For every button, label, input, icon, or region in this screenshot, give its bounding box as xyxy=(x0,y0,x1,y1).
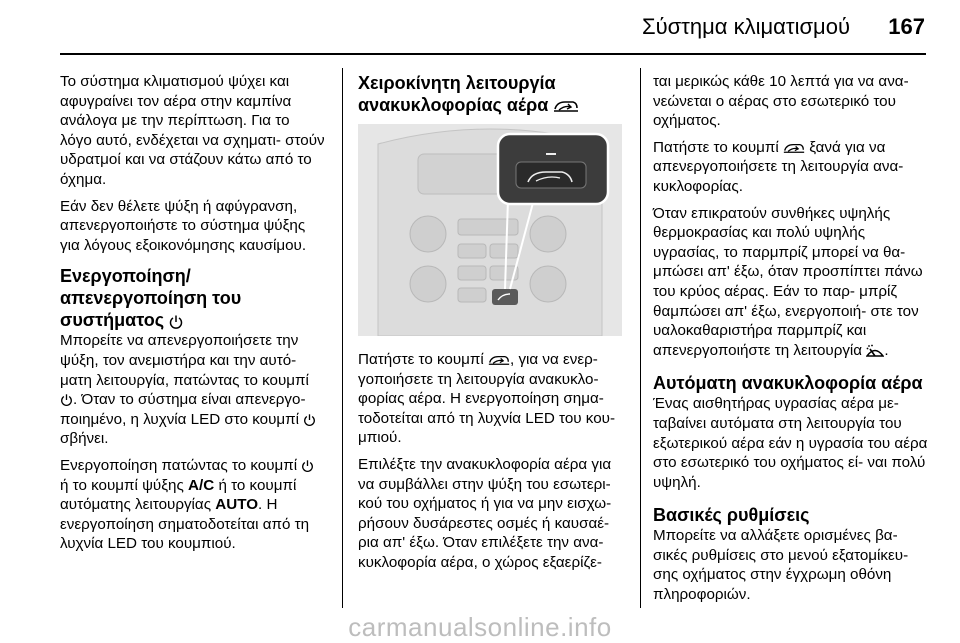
recirculation-icon xyxy=(488,354,510,366)
paragraph: Μπορείτε να απενεργοποιήσετε την ψύξη, τον ανεμιστήρα και την αυτό- ματη λειτουργία, πατώντας το κουμπί . Όταν το σύστημα είναι απενεργο- ποιημένο, η λυχνία LED στο κουμπί σβήνει. xyxy=(60,331,325,449)
paragraph: Ένας αισθητήρας υγρασίας αέρα με- ταβαίνει αυτόματα στη λειτουργία του εξωτερικού αέρα εάν η υγρασία του αέρα στο εσωτερικό του οχήματος εί- ναι πολύ υψηλή. xyxy=(653,395,928,491)
wiper-icon xyxy=(866,344,884,358)
power-icon xyxy=(60,393,73,407)
paragraph: Όταν επικρατούν συνθήκες υψηλής θερμοκρασίας και πολύ υψηλής υγρασίας, το παρμπρίζ μπορεί να θα- μπώσει απ' έξω, όταν προσπίπτει πάνω του κρύος αέρας. Εάν το παρ- μπρίζ θαμπώσει απ' έξω, ενεργοποιή- στε τον υαλοκαθαριστήρα παρμπρίζ και απενεργοποιήστε τη λειτουργία . xyxy=(653,204,923,359)
page-number: 167 xyxy=(888,14,925,39)
paragraph: Πατήστε το κουμπί , για να ενερ- γοποιήσετε τη λειτουργία ανακυκλο- φορίας αέρα. Η ενεργοποίηση σημα- τοδοτείται από τη λυχνία LED του κου- μπιού. xyxy=(358,351,616,447)
paragraph: ται μερικώς κάθε 10 λεπτά για να ανα- νεώνεται ο αέρας στο εσωτερικό του οχήματος. xyxy=(653,73,909,130)
paragraph: Μπορείτε να αλλάξετε ορισμένες βα- σικές ρυθμίσεις στο μενού εξατομίκευ- σης οχήματος στην έγχρωμη οθόνη πληροφοριών. xyxy=(653,527,909,604)
column-divider xyxy=(342,68,343,608)
section-heading: Χειροκίνητη λειτουργία ανακυκλοφορίας αέρα xyxy=(358,72,624,116)
paragraph: Ενεργοποίηση πατώντας το κουμπί ή το κουμπί ψύξης A/C ή το κουμπί αυτόματης λειτουργίας AUTO. Η ενεργοποίηση σηματοδοτείται από τη λυχνία LED του κουμπιού. xyxy=(60,456,325,554)
control-panel-illustration xyxy=(358,124,622,336)
paragraph: Επιλέξτε την ανακυκλοφορία αέρα για να συμβάλλει στην ψύξη του εσωτερι- κού του οχήματος ή για να μην εισχω- ρήσουν δυσάρεστες οσμές ή καυσαέ- ρια απ' έξω. Όταν επιλέξετε την ανα- κυκλοφορία αέρα, ο χώρος εξαερίζε- xyxy=(358,455,612,571)
section-heading: Ενεργοποίηση/ απενεργοποίηση του συστήματος xyxy=(60,266,242,331)
power-icon xyxy=(169,314,183,330)
section-heading: Αυτόματη ανακυκλοφορία αέρα xyxy=(653,373,923,394)
power-icon xyxy=(303,413,316,427)
paragraph: Εάν δεν θέλετε ψύξη ή αφύγρανση, απενεργοποιήστε το σύστημα ψύξης για λόγους εξοικονόμησης καυσίμου. xyxy=(60,197,307,254)
page-header-title: Σύστημα κλιματισμού xyxy=(641,14,850,39)
ac-label: A/C xyxy=(188,476,215,494)
paragraph: Το σύστημα κλιματισμού ψύχει και αφυγραίνει τον αέρα στην καμπίνα ανάλογα με την περίπτωση. Για το λόγο αυτό, ενδέχεται να σχηματι- στούν υδρατμοί και να στάζουν κάτω από το όχημα. xyxy=(60,73,325,188)
watermark: carmanualsonline.info xyxy=(348,612,612,642)
power-icon xyxy=(301,459,314,473)
recirculation-icon xyxy=(783,142,805,154)
paragraph: Πατήστε το κουμπί ξανά για να απενεργοποιήσετε τη λειτουργία ανα- κυκλοφορίας. xyxy=(653,138,904,195)
control-panel-drawing xyxy=(358,124,622,336)
column-1 xyxy=(60,72,325,561)
column-3 xyxy=(653,72,928,612)
auto-label: AUTO xyxy=(215,496,259,514)
column-2 xyxy=(358,72,624,580)
column-divider xyxy=(640,68,641,608)
header-rule xyxy=(60,53,926,55)
section-heading: Βασικές ρυθμίσεις xyxy=(653,505,810,526)
recirculation-icon xyxy=(553,99,579,113)
